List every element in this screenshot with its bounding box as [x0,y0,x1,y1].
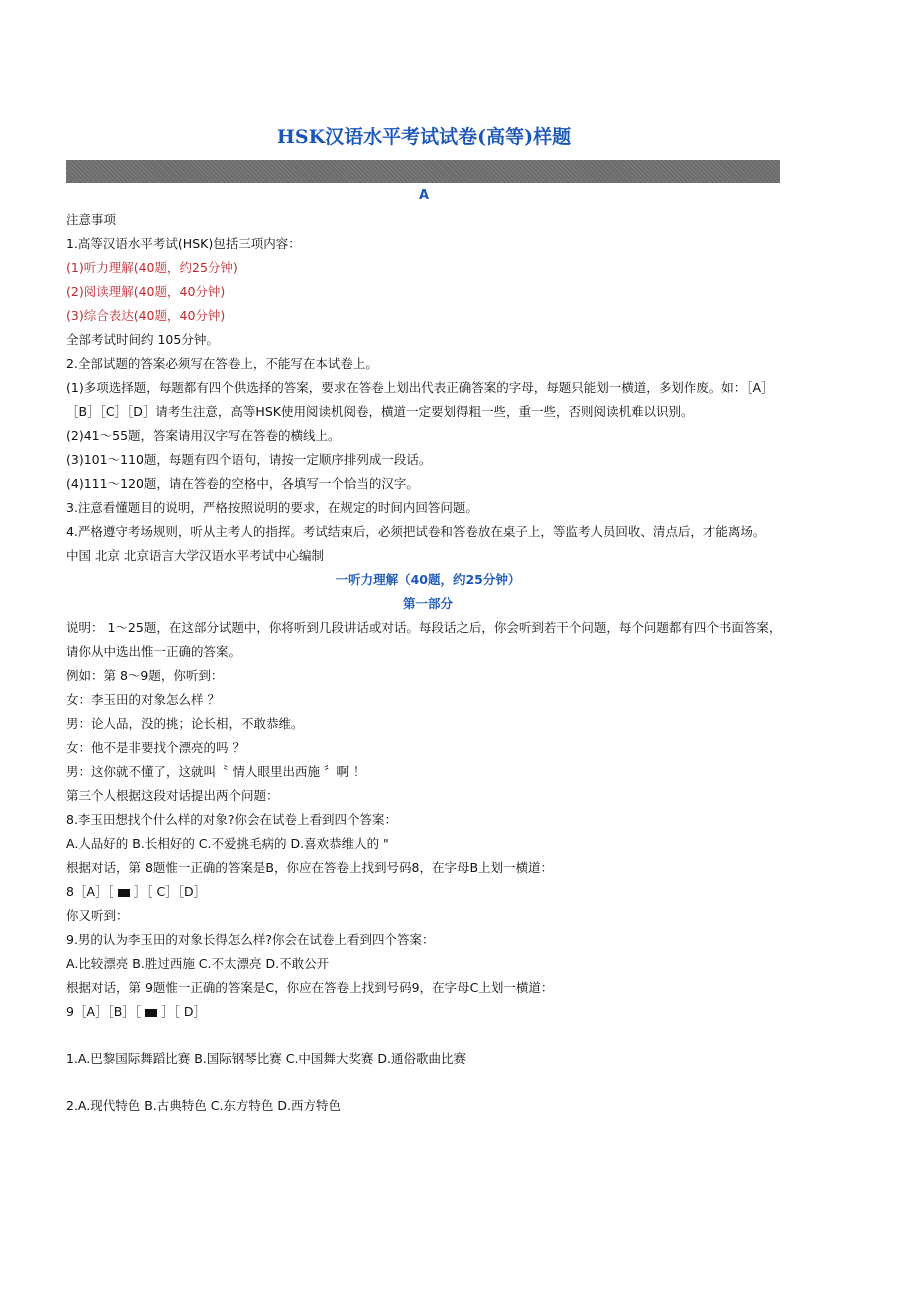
section-label: A [418,188,430,203]
example-intro: 例如：第 8～9题，你听到： [66,668,224,683]
dialogue-line-2: 男：论人品，没的挑；论长相，不敢恭维。 [66,716,304,731]
total-time: 全部考试时间约 105分钟。 [66,332,219,347]
publisher: 中国 北京 北京语言大学汉语水平考试中心编制 [66,548,324,563]
question-9-explain: 根据对话，第 9题惟一正确的答案是C，你应在答卷上找到号码9，在字母C上划一横道： [66,980,554,995]
third-person-note: 第三个人根据这段对话提出两个问题： [66,788,279,803]
question-8-options: A.人品好的 B.长相好的 C.不爱挑毛病的 D.喜欢恭维人的 " [66,836,389,851]
answer-sheet-pre: 9［A］［B］［ [66,1004,142,1019]
notice-heading: 注意事项 [66,212,117,227]
dialogue-line-4: 男：这你就不懂了，这就叫〝 情人眼里出西施 〞啊 ！ [66,764,366,779]
item-2: 2.全部试题的答案必须写在答卷上，不能写在本试卷上。 [66,356,378,371]
answer-sheet-post: ］［ D］ [161,1004,206,1019]
listening-title: 一听力理解（40题，约25分钟） [335,572,521,587]
question-8-explain: 根据对话，第 8题惟一正确的答案是B，你应在答卷上找到号码8，在字母B上划一横道： [66,860,554,875]
item-4: 4.严格遵守考场规则，听从主考人的指挥。考试结束后，必须把试卷和答卷放在桌子上，等监考人员回收、清点后，才能离场。 [66,524,766,539]
answer-sheet-post: ］［ C］［D］ [133,884,207,899]
question-9-options: A.比较漂亮 B.胜过西施 C.不太漂亮 D.不敢公开 [66,956,330,971]
item-2-sub-2: (2)41～55题，答案请用汉字写在答卷的横线上。 [66,428,341,443]
question-1: 1.A.巴黎国际舞蹈比赛 B.国际钢琴比赛 C.中国舞大奖赛 D.通俗歌曲比赛 [66,1051,467,1066]
dialogue-line-1: 女：李玉田的对象怎么样 ？ [66,692,220,707]
filled-mark-icon [118,889,130,897]
you-also-hear: 你又听到： [66,908,129,923]
dialogue-line-3: 女：他不是非要找个漂亮的吗 ？ [66,740,245,755]
instructions: 说明： 1～25题，在这部分试题中，你将听到几段讲话或对话。每段话之后，你会听到若干个问题，每个问题都有四个书面答案，请你从中选出惟一正确的答案。 [66,620,782,659]
item-2-sub-1: (1)多项选择题，每题都有四个供选择的答案，要求在答卷上划出代表正确答案的字母，每题只能划一横道，多划作废。如：［A］［B］［C］［D］请考生注意，高等HSK使用阅读机阅卷，横道一定要划得粗一些，重一些，否则阅读机难以识别。 [66,380,774,419]
question-2: 2.A.现代特色 B.古典特色 C.东方特色 D.西方特色 [66,1098,342,1113]
item-1-sub-1: (1)听力理解(40题，约25分钟) [66,260,238,275]
header-divider-bar [66,160,780,183]
answer-sheet-pre: 8［A］［ [66,884,114,899]
item-2-sub-4: (4)111～120题，请在答卷的空格中，各填写一个恰当的汉字。 [66,476,419,491]
item-2-sub-3: (3)101～110题，每题有四个语句，请按一定顺序排列成一段话。 [66,452,432,467]
filled-mark-icon [145,1009,157,1017]
spacer [66,1071,790,1094]
item-1-sub-2: (2)阅读理解(40题，40分钟) [66,284,226,299]
page-title: HSK汉语水平考试试卷(高等)样题 [276,126,572,148]
question-8: 8.李玉田想找个什么样的对象?你会在试卷上看到四个答案： [66,812,398,827]
item-1: 1.高等汉语水平考试(HSK)包括三项内容： [66,236,301,251]
spacer [66,1024,790,1047]
question-9-answer-sheet [66,1000,790,1024]
item-3: 3.注意看懂题目的说明，严格按照说明的要求，在规定的时间内回答问题。 [66,500,478,515]
document-body [66,208,790,1118]
item-1-sub-3: (3)综合表达(40题，40分钟) [66,308,226,323]
part-1-title: 第一部分 [402,596,453,611]
question-9: 9.男的认为李玉田的对象长得怎么样?你会在试卷上看到四个答案： [66,932,435,947]
question-8-answer-sheet [66,880,790,904]
